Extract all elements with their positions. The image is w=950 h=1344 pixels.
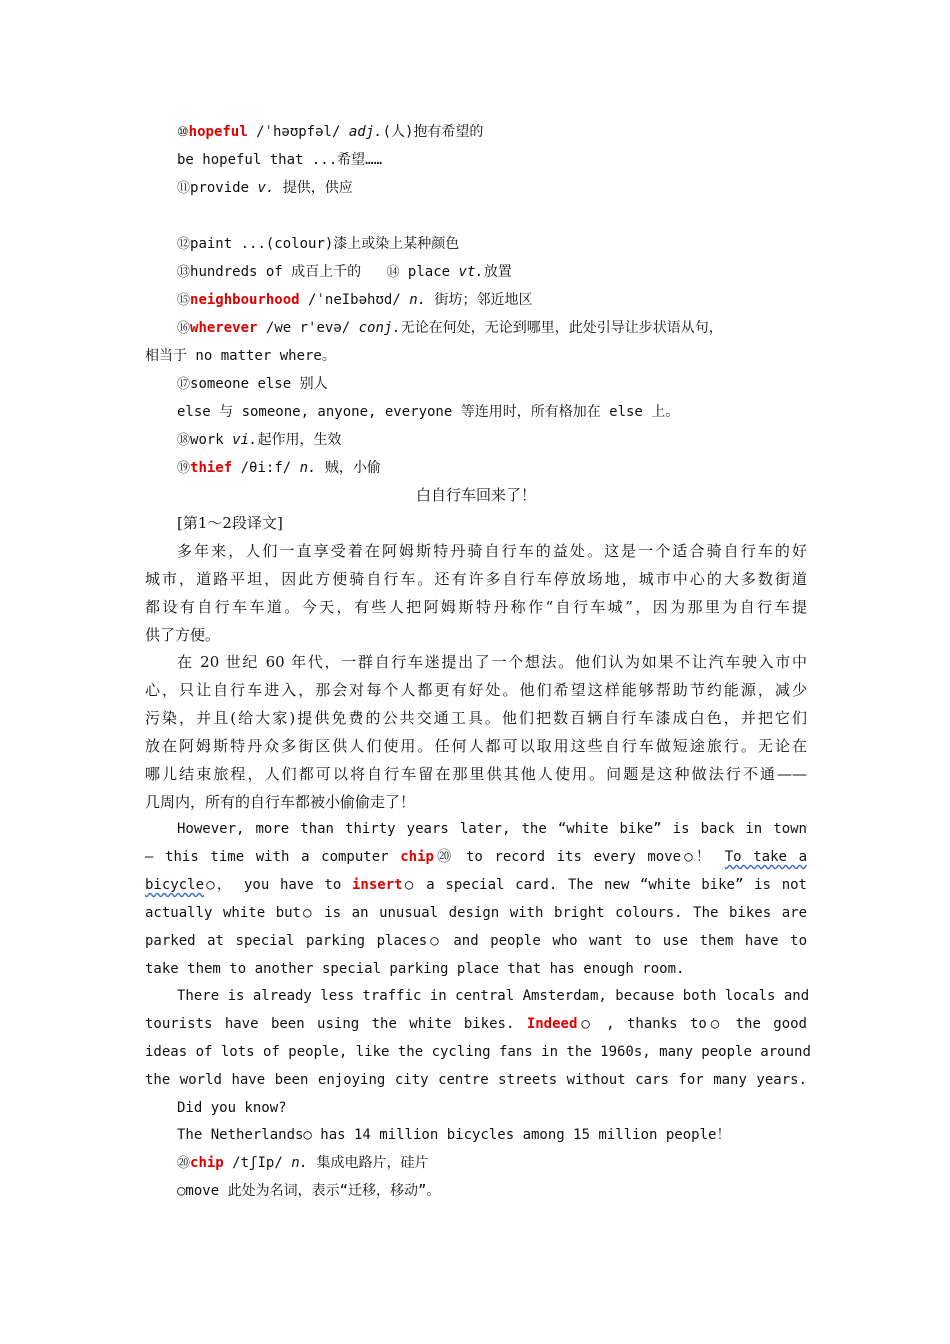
translation-title: 白自行车回来了！ — [415, 486, 536, 504]
keyword-thief: thief — [190, 460, 233, 476]
vocab-hundreds-place: ⑬hundreds of 成百上千的 ⑭ place vt.放置 — [177, 264, 512, 280]
vocab-paint: ⑫paint ...(colour)漆上或染上某种颜色 — [177, 236, 460, 252]
translation-p1-line: 供了方便。 — [145, 626, 221, 644]
keyword-indeed: Indeed — [526, 1016, 578, 1032]
english-line: ideas of lots of people, like the cycling fans in the 1960s, many people around — [145, 1044, 811, 1060]
english-line: take them to another special parking place that has enough room. — [145, 961, 685, 977]
section-label: [第1～2段译文] — [177, 514, 283, 532]
translation-p2-line: 心，只让自行车进入，那会对每个人都更有好处。他们希望这样能够帮助节约能源，减少 — [145, 681, 807, 699]
note-move: ○move 此处为名词，表示“迁移，移动”。 — [177, 1183, 441, 1199]
keyword-neighbourhood: neighbourhood — [190, 292, 300, 308]
keyword-chip-note: chip — [190, 1155, 224, 1171]
note-else: else 与 someone, anyone, everyone 等连用时，所有格加在 else 上。 — [177, 404, 680, 420]
english-line: The Netherlands○ has 14 million bicycles among 15 million people！ — [177, 1127, 731, 1143]
vocab-work: ⑱work vi.起作用，生效 — [177, 432, 342, 448]
vocab-wherever: ⑯wherever /we r'evə/ conj.无论在何处，无论到哪里，此处引导让步状语从句， — [177, 320, 723, 336]
vocab-provide: ⑪provide v. 提供，供应 — [177, 180, 353, 196]
english-line: actually white but○ is an unusual design with bright colours. The bikes are — [145, 905, 807, 921]
english-line: the world have been enjoying city centre streets without cars for many years. — [145, 1072, 807, 1088]
english-line: However, more than thirty years later, the “white bike” is back in town — [177, 821, 807, 837]
keyword-chip: chip — [400, 849, 434, 865]
keyword-wherever: wherever — [190, 320, 258, 336]
vocab-neighbourhood: ⑮neighbourhood /ˈneIbəhʊd/ n. 街坊；邻近地区 — [177, 292, 533, 308]
english-line: — this time with a computer chip⑳ to record its every move○！ To take a — [145, 849, 807, 865]
translation-p2-line: 污染，并且(给大家)提供免费的公共交通工具。他们把数百辆自行车漆成白色，并把它们 — [145, 709, 807, 727]
keyword-insert: insert — [352, 877, 403, 893]
translation-p2-line: 哪儿结束旅程，人们都可以将自行车留在那里供其他人使用。问题是这种做法行不通—— — [145, 765, 807, 783]
translation-p1-line: 都设有自行车车道。今天，有些人把阿姆斯特丹称作“自行车城”，因为那里为自行车提 — [145, 598, 807, 616]
translation-p2-line: 几周内，所有的自行车都被小偷偷走了！ — [145, 793, 416, 811]
vocab-chip: ⑳chip /tʃIp/ n. 集成电路片，硅片 — [177, 1155, 429, 1171]
translation-p2-line: 在 20 世纪 60 年代，一群自行车迷提出了一个想法。他们认为如果不让汽车驶入市中 — [177, 653, 807, 671]
keyword-hopeful: hopeful — [188, 124, 248, 140]
english-line: tourists have been using the white bikes. Indeed○ , thanks to○ the good — [145, 1016, 807, 1032]
vocab-wherever-cont: 相当于 no matter where。 — [145, 348, 336, 364]
phrase-hopeful: be hopeful that ...希望…… — [177, 152, 383, 168]
translation-p1-line: 城市，道路平坦，因此方便骑自行车。还有许多自行车停放场地，城市中心的大多数街道 — [145, 570, 807, 588]
translation-p1-line: 多年来，人们一直享受着在阿姆斯特丹骑自行车的益处。这是一个适合骑自行车的好 — [177, 542, 807, 560]
english-line: There is already less traffic in central Amsterdam, because both locals and — [177, 988, 810, 1004]
vocab-someone: ⑰someone else 别人 — [177, 376, 328, 392]
vocab-hopeful: ⑩hopeful /ˈhəʊpfəl/ adj.(人)抱有希望的 — [177, 124, 484, 140]
underlined-phrase: To take a — [724, 849, 807, 865]
underlined-phrase: bicycle — [145, 877, 205, 893]
english-line: Did you know? — [177, 1100, 287, 1116]
vocab-thief: ⑲thief /θi:f/ n. 贼，小偷 — [177, 460, 381, 476]
english-line: bicycle○， you have to insert○ a special card. The new “white bike” is not — [145, 877, 807, 893]
translation-p2-line: 放在阿姆斯特丹众多街区供人们使用。任何人都可以取用这些自行车做短途旅行。无论在 — [145, 737, 807, 755]
english-line: parked at special parking places○ and people who want to use them have to — [145, 933, 807, 949]
